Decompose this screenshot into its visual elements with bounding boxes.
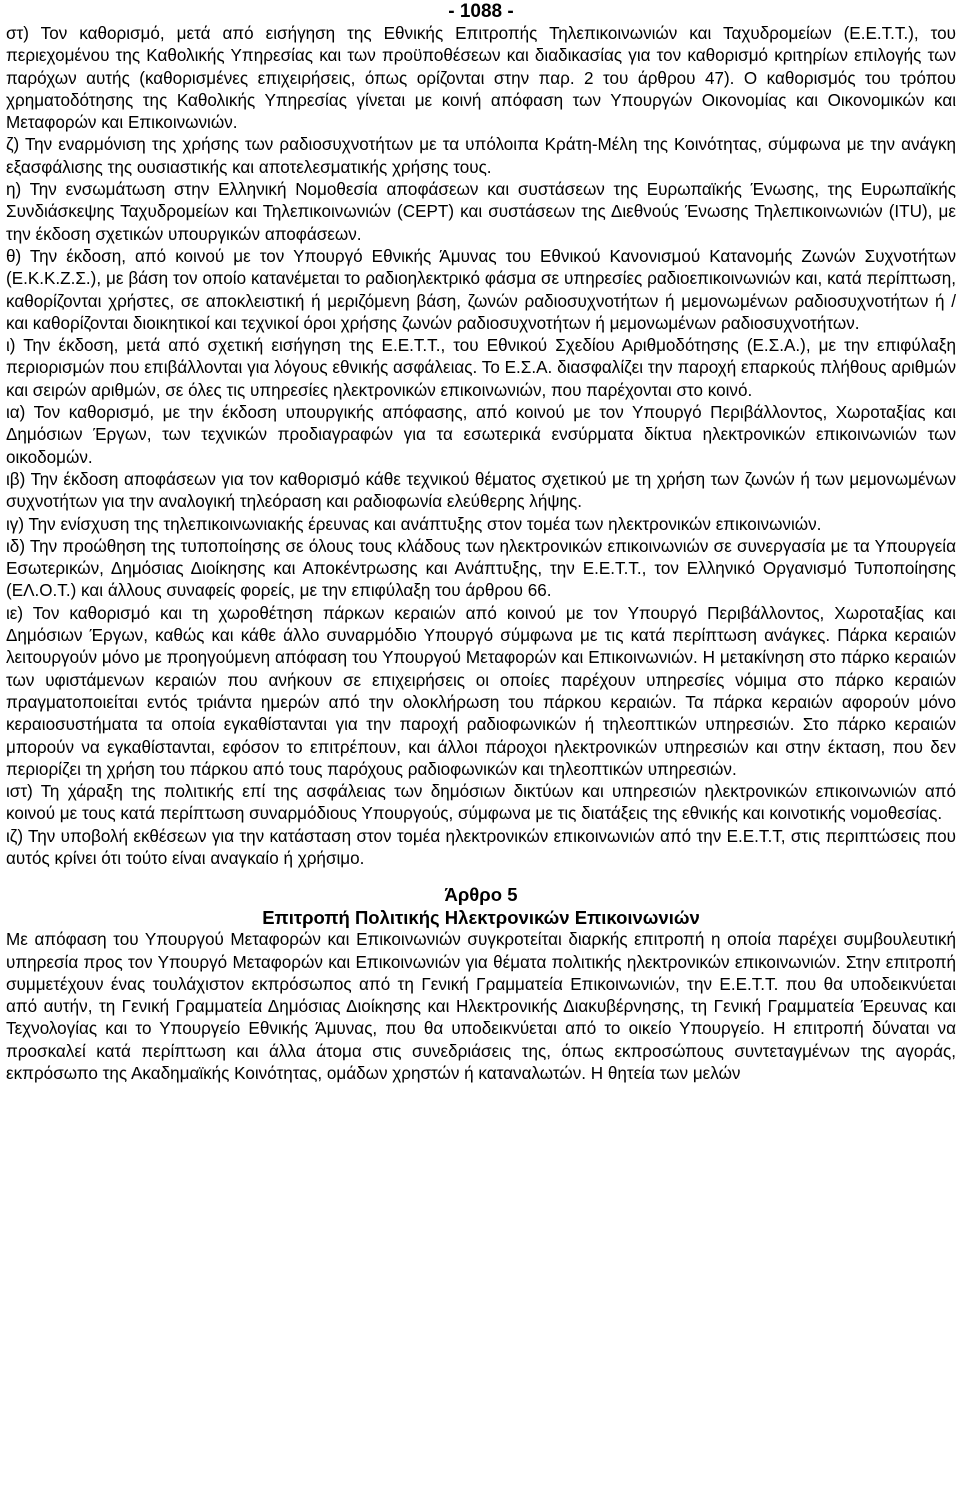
article-title: Επιτροπή Πολιτικής Ηλεκτρονικών Επικοινωνιών	[262, 906, 700, 928]
paragraph-i: η) Την ενσωμάτωση στην Ελληνική Νομοθεσία αποφάσεων και συστάσεων της Ευρωπαϊκής Ένωσης, της Ευρωπαϊκής Συνδιάσκεψης Ταχυδρομείων και Τηλεπικοινωνιών (CEPT) και συστάσεων της Διεθνούς Ένωσης Τηλεπικοινωνιών (ITU), με την έκδοση σχετικών υπουργικών αποφάσεων.	[6, 180, 956, 244]
paragraph-iota: ι) Την έκδοση, μετά από σχετική εισήγηση της Ε.Ε.Τ.Τ., του Εθνικού Σχεδίου Αριθμοδότησης (Ε.Σ.Α.), με την επιφύλαξη περιορισμών που επιβάλλονται για λόγους εθνικής ασφάλειας. Το Ε.Σ.Α. διασφαλίζει την παροχή επαρκούς πλήθους αριθμών και σειρών αριθμών, σε όλες τις υπηρεσίες ηλεκτρονικών επικοινωνιών, που παρέχονται στο κοινό.	[6, 336, 956, 400]
document-page	[6, 0, 956, 1085]
article-body: Με απόφαση του Υπουργού Μεταφορών και Επικοινωνιών συγκροτείται διαρκής επιτροπή η οποία παρέχει συμβουλευτική υπηρεσία προς τον Υπουργό Μεταφορών και Επικοινωνιών για θέματα πολιτικής ηλεκτρονικών επικοινωνιών. Στην επιτροπή συμμετέχουν ένας τουλάχιστον εκπρόσωπος από τη Γενική Γραμματεία Επικοινωνιών, την Ε.Ε.Τ.Τ. που θα υποδεικνύεται από αυτήν, τη Γενική Γραμματεία Δημόσιας Διοίκησης και Ηλεκτρονικής Διακυβέρνησης, τη Γενική Γραμματεία Έρευνας και Τεχνολογίας και το Υπουργείο Εθνικής Άμυνας, που θα υποδεικνύεται από το οικείο Υπουργείο. Η επιτροπή δύναται να προσκαλεί κατά περίπτωση και άλλα άτομα στις συνεδριάσεις της, όπως εκπροσώπους συντεταγμένων της αγοράς, εκπρόσωπο της Ακαδημαϊκής Κοινότητας, ομάδων χρηστών ή καταναλωτών. Η θητεία των μελών	[6, 930, 956, 1084]
paragraph-ia: ια) Τον καθορισμό, με την έκδοση υπουργικής απόφασης, από κοινού με τον Υπουργό Περιβάλλοντος, Χωροταξίας και Δημόσιων Έργων, των τεχνικών προδιαγραφών για τα εσωτερικά ενσύρματα δίκτυα ηλεκτρονικών επικοινωνιών των οικοδομών.	[6, 403, 956, 467]
paragraph-iz: ιζ) Την υποβολή εκθέσεων για την κατάσταση στον τομέα ηλεκτρονικών επικοινωνιών από την Ε.Ε.Τ.Τ, στις περιπτώσεις που αυτός κρίνει ότι τούτο είναι αναγκαίο ή χρήσιμο.	[6, 826, 956, 868]
paragraph-st: στ) Τον καθορισμό, μετά από εισήγηση της Εθνικής Επιτροπής Τηλεπικοινωνιών και Ταχυδρομείων (Ε.Ε.Τ.Τ.), του περιεχομένου της Καθολικής Υπηρεσίας και των προϋποθέσεων και διαδικασίας για τον καθορισμό κριτηρίων επιλογής των παρόχων αυτής (καθορισμένες επιχειρήσεις, όπως ορίζονται στην παρ. 2 του άρθρου 47). Ο καθορισμός του τρόπου χρηματοδότησης της Καθολικής Υπηρεσίας γίνεται με κοινή απόφαση των Υπουργών Οικονομίας και Οικονομικών και Μεταφορών και Επικοινωνιών.	[6, 24, 956, 133]
paragraph-th: θ) Την έκδοση, από κοινού με τον Υπουργό Εθνικής Άμυνας του Εθνικού Κανονισμού Κατανομής Ζωνών Συχνοτήτων (Ε.Κ.Κ.Ζ.Σ.), με βάση τον οποίο κατανέμεται το ραδιοηλεκτρικό φάσμα σε υπηρεσίες ραδιοεπικοινωνιών και, κατά περίπτωση, καθορίζονται χρήστες, σε αποκλειστική ή μεριζόμενη βάση, ζωνών ραδιοσυχνοτήτων ή μεμονωμένων ραδιοσυχνοτήτων ή / και καθορίζονται διοικητικοί και τεχνικοί όροι χρήσης ζωνών ραδιοσυχνοτήτων ή μεμονωμένων ραδιοσυχνοτήτων.	[6, 246, 956, 333]
paragraph-id: ιδ) Την προώθηση της τυποποίησης σε όλους τους κλάδους των ηλεκτρονικών επικοινωνιών σε συνεργασία με τα Υπουργεία Εσωτερικών, Δημόσιας Διοίκησης και Αποκέντρωσης και Ανάπτυξης, την Ε.Ε.Τ.Τ., τον Ελληνικό Οργανισμό Τυποποίησης (ΕΛ.Ο.Τ.) και άλλους συναφείς φορείς, με την επιφύλαξη του άρθρου 66.	[6, 536, 956, 601]
paragraph-ib: ιβ) Την έκδοση αποφάσεων για τον καθορισμό κάθε τεχνικού θέματος σχετικού με τη χρήση των ζωνών ή των μεμονωμένων συχνοτήτων για την αναλογική τηλεόραση και ραδιοφωνία ελεύθερης λήψης.	[6, 469, 956, 512]
paragraph-z: ζ) Την εναρμόνιση της χρήσης των ραδιοσυχνοτήτων με τα υπόλοιπα Κράτη-Μέλη της Κοινότητας, σύμφωνα με την ανάγκη εξασφάλισης της ουσιαστικής και αποτελεσματικής χρήσης τους.	[6, 135, 956, 177]
article-number: Άρθρο 5	[444, 884, 518, 906]
paragraph-ist: ιστ) Τη χάραξη της πολιτικής επί της ασφάλειας των δημόσιων δικτύων και υπηρεσιών ηλεκτρονικών επικοινωνιών από κοινού με τους κατά περίπτωση συναρμόδιους Υπουργούς, σύμφωνα με τις διατάξεις της εθνικής και κοινοτικής νομοθεσίας.	[6, 782, 956, 824]
page-number: - 1088 -	[448, 1, 514, 22]
paragraph-ie: ιε) Τον καθορισμό και τη χωροθέτηση πάρκων κεραιών από κοινού με τον Υπουργό Περιβάλλοντος, Χωροταξίας και Δημόσιων Έργων, καθώς και κάθε άλλο συναρμόδιο Υπουργό σύμφωνα με τις κατά περίπτωση ανάγκες. Πάρκα κεραιών λειτουργούν μόνο με προηγούμενη απόφαση του Υπουργού Μεταφορών και Επικοινωνιών. Η μετακίνηση στο πάρκο κεραιών των υφιστάμενων κεραιών που ανήκουν σε επιχειρήσεις οι οποίες παρέχουν υπηρεσίες νόμιμα στο πάρκο κεραιών πραγματοποιείται εντός τριάντα ημερών από την ολοκλήρωση του πάρκου κεραιών. Τα πάρκα κεραιών αφορούν μόνο κεραιοσυστήματα τα οποία εγκαθίστανται για την παροχή ραδιοφωνικών ή τηλεοπτικών υπηρεσιών. Στο πάρκο κεραιών μπορούν να εγκαθίστανται, εφόσον το επιτρέπουν, και άλλοι πάροχοι ηλεκτρονικών υπηρεσιών και στην έκταση, που δεν περιορίζει τη χρήση του πάρκου από τους παρόχους ραδιοφωνικών και τηλεοπτικών υπηρεσιών.	[6, 603, 956, 779]
paragraph-ig: ιγ) Την ενίσχυση της τηλεπικοινωνιακής έρευνας και ανάπτυξης στον τομέα των ηλεκτρονικών επικοινωνιών.	[6, 514, 822, 534]
